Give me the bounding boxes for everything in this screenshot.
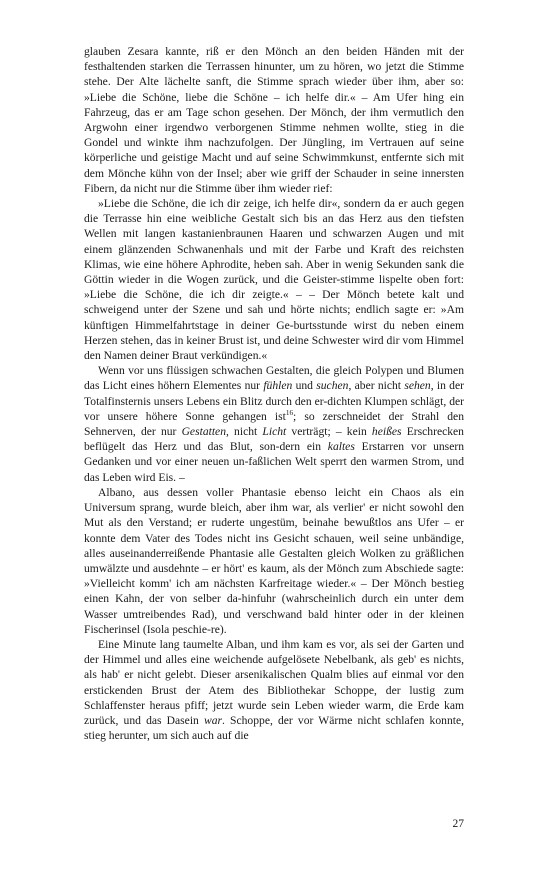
text-run: , nicht (226, 425, 263, 439)
italic-word: Licht (262, 425, 287, 439)
text-run: Erschrecken beflügelt das Herz und das Blut, son-dern ein (84, 425, 464, 454)
paragraph (84, 637, 464, 743)
paragraph (84, 44, 464, 196)
paragraph (84, 485, 464, 637)
text-run: glauben Zesara kannte, riß er den Mönch an den beiden Händen mit der festhaltenden starken die Terrassen hinunter, um zu hören, wo jetzt die Stimme stehe. Der Alte lächelte sanft, die Stimme sprach wieder über ihm, aber so: »Liebe die Schöne, liebe die Schöne – ich helfe dir.« – Am Ufer hing ein Fahrzeug, das er am Tage schon gesehen. Der Mönch, der ihm vermutlich den Argwohn einer irgendwo verborgenen Stimme nehmen wollte, stieg in die Gondel und winkte ihm nachzufolgen. Der Jüngling, im Vertrauen auf seine körperliche und geistige Macht und auf seine Schwimmkunst, entfernte sich mit dem Mönche kühn von der Insel; aber wie griff der Schauder in seine innersten Fibern, da nicht nur die Stimme über ihm wieder rief: (84, 45, 464, 195)
text-run: und (292, 379, 317, 393)
text-run: . Schoppe, der vor Wärme nicht schlafen konnte, stieg herunter, um sich auch auf die (84, 713, 465, 743)
italic-word: Gestatten (181, 425, 226, 439)
italic-word: suchen (316, 379, 349, 393)
paragraph (84, 363, 464, 485)
italic-word: war (203, 713, 223, 727)
text-run: Albano, aus dessen voller Phantasie ebenso leicht ein Chaos als ein Universum sprang, wurde bleich, aber ihm war, als verlier' er nicht sowohl den Mut als den Verstand; er ruderte ungestüm, beinahe bewußtlos ans Ufer – er konnte dem Vater des Todes nicht ins Gesicht schauen, weil seine unbändige, alles auseinanderreißende Phantasie alle Gestalten gleich Wolken zu gräßlichen umwälzte und ausdehnte – er hört' es kaum, als der Mönch zum Abschiede sagte: »Vielleicht komm' ich am nächsten Karfreitage wieder.« – Der Mönch bestieg einen Kahn, der von selber da-hinfuhr (wahrscheinlich durch ein unter dem Wasser umtreibendes Rad), und verschwand bald hinter oder in der kleinen Fischerinsel (Isola peschie-re). (84, 485, 464, 636)
paragraph (84, 196, 464, 363)
body-text (84, 44, 464, 743)
italic-word: heißes (371, 425, 402, 439)
text-run: , aber nicht (348, 379, 405, 393)
text-run: verträgt; – kein (286, 425, 372, 439)
page-number: 27 (452, 818, 464, 830)
text-run: , in der Totalfinsternis unsers Lebens ein Blitz durch den er-dichten Klumpen schlägt, der vor unsere höhere Sonne gehangen ist (84, 379, 464, 423)
italic-word: kaltes (327, 440, 355, 454)
text-run: ; so zerschneidet der Strahl den Sehnerven, der nur (84, 409, 464, 439)
text-run: Erstarren vor unsern Gedanken und vor einer neuen un-faßlichen Welt sperrt den warmen Strom, und das Leben wird Eis. – (84, 440, 465, 484)
text-run: Wenn vor uns flüssigen schwachen Gestalten, die gleich Polypen und Blumen das Licht eines höhern Elementes nur (84, 364, 464, 393)
text-run: »Liebe die Schöne, die ich dir zeige, ich helfe dir«, sondern da er auch gegen die Terrasse hin eine weibliche Gestalt sich bis an das Herz aus den tiefsten Wellen mit langen kastanienbraunen Haaren und schwarzen Augen und mit einem glänzenden Schwanenhals und mit der Farbe und Kraft des reichsten Klimas, wie eine höhere Aphrodite, heben sah. Aber in wenig Sekunden sank die Göttin wieder in die Wogen zurück, und die Geister-stimme lispelte oben fort: »Liebe die Schöne, die ich dir zeigte.« – – Der Mönch betete kalt und schweigend unter der Szene und sah und hörte nichts; endlich sagte er: »Am künftigen Himmelfahrtstage in deiner Ge-burtsstunde wirst du neben einem Herzen stehen, das in keiner Brust ist, und deine Schwester wird dir vom Himmel den Namen deiner Braut verkündigen.« (84, 197, 464, 363)
text-run: Eine Minute lang taumelte Alban, und ihm kam es vor, als sei der Garten und der Himmel und alles eine weichende aufgelösete Nebelbank, als geb' es nichts, als hab' er nicht gelebt. Dieser arsenikalischen Qualm blies auf einmal vor den erstickenden Brust der Atem des Bibliothekar Schoppe, der lustig zum Schlaffenster heraus pfiff; jetzt wurde sein Leben wieder warm, die Erde kam zurück, und das Dasein (84, 637, 464, 727)
italic-word: fühlen (263, 379, 293, 393)
italic-word: sehen (404, 379, 431, 393)
footnote-reference: 16 (285, 409, 294, 418)
